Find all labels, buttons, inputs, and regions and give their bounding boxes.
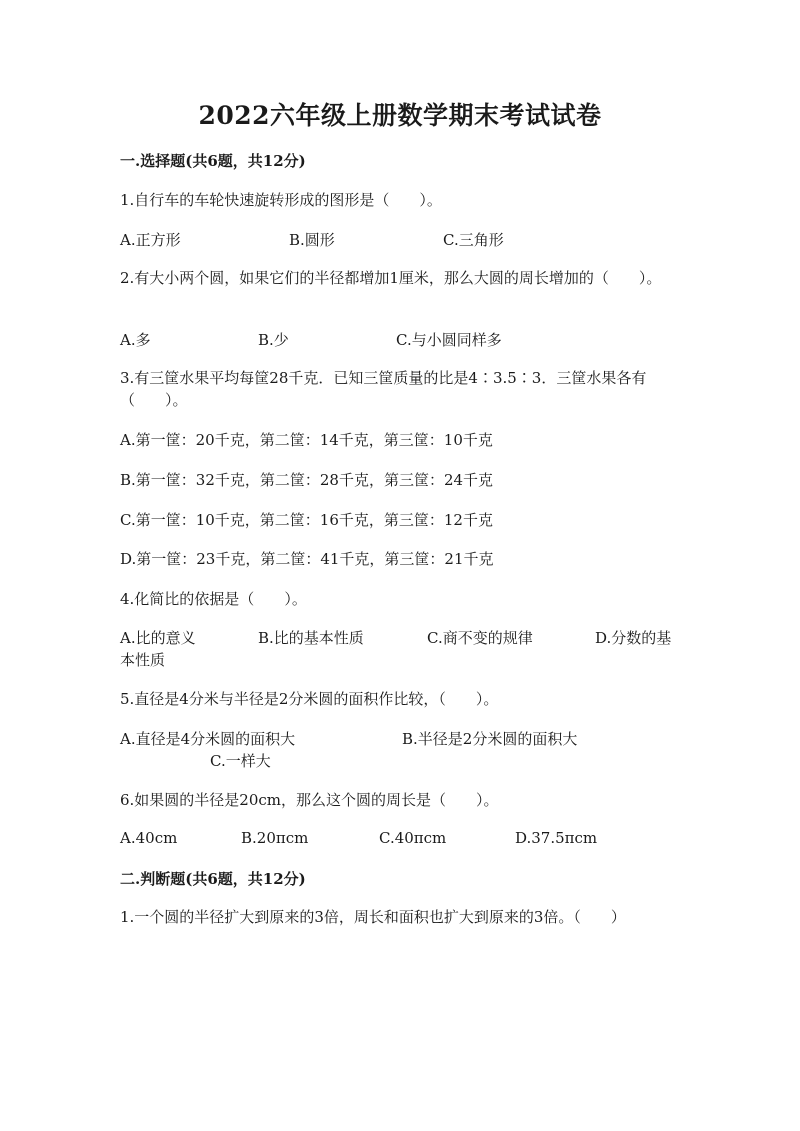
page-title: 2022六年级上册数学期末考试试卷 <box>198 101 602 130</box>
question-3-stem: 3.有三筐水果平均每筐28千克．已知三筐质量的比是4∶3.5∶3．三筐水果各有（ ）。 <box>120 369 647 409</box>
question-2-option-a: A.多 <box>120 331 151 349</box>
question-3-option-d: D.第一筐：23千克，第二筐：41千克，第三筐：21千克 <box>120 550 494 568</box>
question-5-option-c: C.一样大 <box>210 752 271 770</box>
question-5-stem: 5.直径是4分米与半径是2分米圆的面积作比较，（ ）。 <box>120 690 499 708</box>
question-4-option-b: B.比的基本性质 <box>258 629 364 647</box>
question-5-option-a: A.直径是4分米圆的面积大 <box>120 730 296 748</box>
question-3-option-b: B.第一筐：32千克，第二筐：28千克，第三筐：24千克 <box>120 471 494 489</box>
judgement-question-1-stem: 1.一个圆的半径扩大到原来的3倍，周长和面积也扩大到原来的3倍。（ ） <box>120 908 626 926</box>
question-2-option-c: C.与小圆同样多 <box>396 331 502 349</box>
section-heading-judgement: 二.判断题(共6题，共12分) <box>120 870 306 888</box>
question-6-option-a: A.40cm <box>120 829 178 847</box>
question-3-option-c: C.第一筐：10千克，第二筐：16千克，第三筐：12千克 <box>120 511 493 529</box>
question-4-stem: 4.化简比的依据是（ ）。 <box>120 590 307 608</box>
question-1-option-c: C.三角形 <box>443 231 504 249</box>
question-4-option-a: A.比的意义 <box>120 629 196 647</box>
question-1-option-b: B.圆形 <box>289 231 335 249</box>
question-2-stem: 2.有大小两个圆，如果它们的半径都增加1厘米，那么大圆的周长增加的（ ）。 <box>120 269 662 287</box>
section-heading-choice: 一.选择题(共6题，共12分) <box>120 152 306 170</box>
question-1-option-a: A.正方形 <box>120 231 181 249</box>
question-4-option-d: D.分数的基本性质 <box>120 629 672 669</box>
question-6-option-b: B.20πcm <box>241 829 309 847</box>
question-6-option-d: D.37.5πcm <box>515 829 598 847</box>
question-4-option-c: C.商不变的规律 <box>427 629 533 647</box>
question-1-stem: 1.自行车的车轮快速旋转形成的图形是（ ）。 <box>120 191 442 209</box>
question-2-option-b: B.少 <box>258 331 289 349</box>
question-6-option-c: C.40πcm <box>379 829 447 847</box>
question-5-option-b: B.半径是2分米圆的面积大 <box>402 730 578 748</box>
question-3-option-a: A.第一筐：20千克，第二筐：14千克，第三筐：10千克 <box>120 431 493 449</box>
question-6-stem: 6.如果圆的半径是20cm，那么这个圆的周长是（ ）。 <box>120 791 499 809</box>
